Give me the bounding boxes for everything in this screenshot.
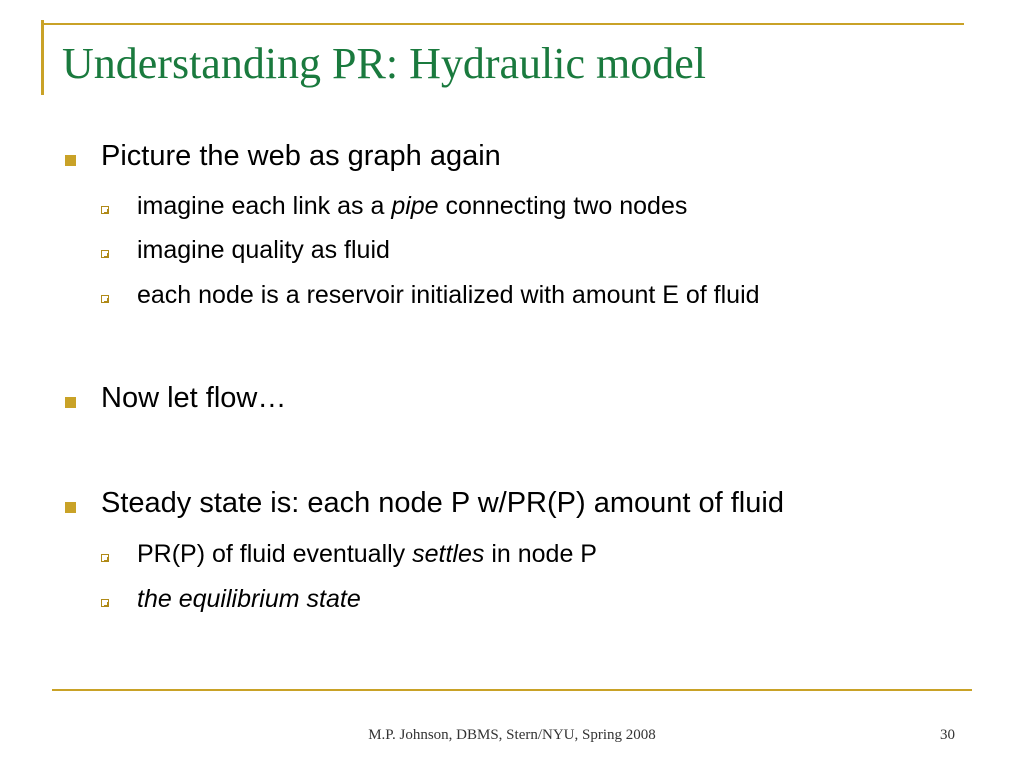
bullet-square-icon (65, 502, 76, 513)
footer-rule (52, 689, 972, 691)
bullet-square-icon (65, 155, 76, 166)
bullet-1-sub-2: imagine quality as fluid (137, 236, 390, 264)
sub-bullet-square-icon (101, 295, 109, 303)
page-number: 30 (940, 727, 955, 743)
sub-bullet-square-icon (101, 250, 109, 258)
bullet-2-text: Now let flow… (101, 382, 287, 414)
bullet-3-text: Steady state is: each node P w/PR(P) amount of fluid (101, 487, 784, 519)
sub-bullet-square-icon (101, 554, 109, 562)
footer-text: M.P. Johnson, DBMS, Stern/NYU, Spring 2008 (368, 727, 656, 743)
bullet-square-icon (65, 397, 76, 408)
bullet-1-text: Picture the web as graph again (101, 140, 501, 172)
bullet-3-sub-2: the equilibrium state (137, 585, 361, 613)
bullet-1-sub-1: imagine each link as a pipe connecting two nodes (137, 192, 688, 220)
sub-bullet-square-icon (101, 599, 109, 607)
sub-bullet-square-icon (101, 206, 109, 214)
top-frame-rule (44, 23, 964, 25)
bullet-3-sub-1: PR(P) of fluid eventually settles in node P (137, 540, 597, 568)
left-frame-rule (41, 20, 44, 95)
bullet-1-sub-3: each node is a reservoir initialized with amount E of fluid (137, 281, 760, 309)
slide-title: Understanding PR: Hydraulic model (62, 39, 707, 88)
